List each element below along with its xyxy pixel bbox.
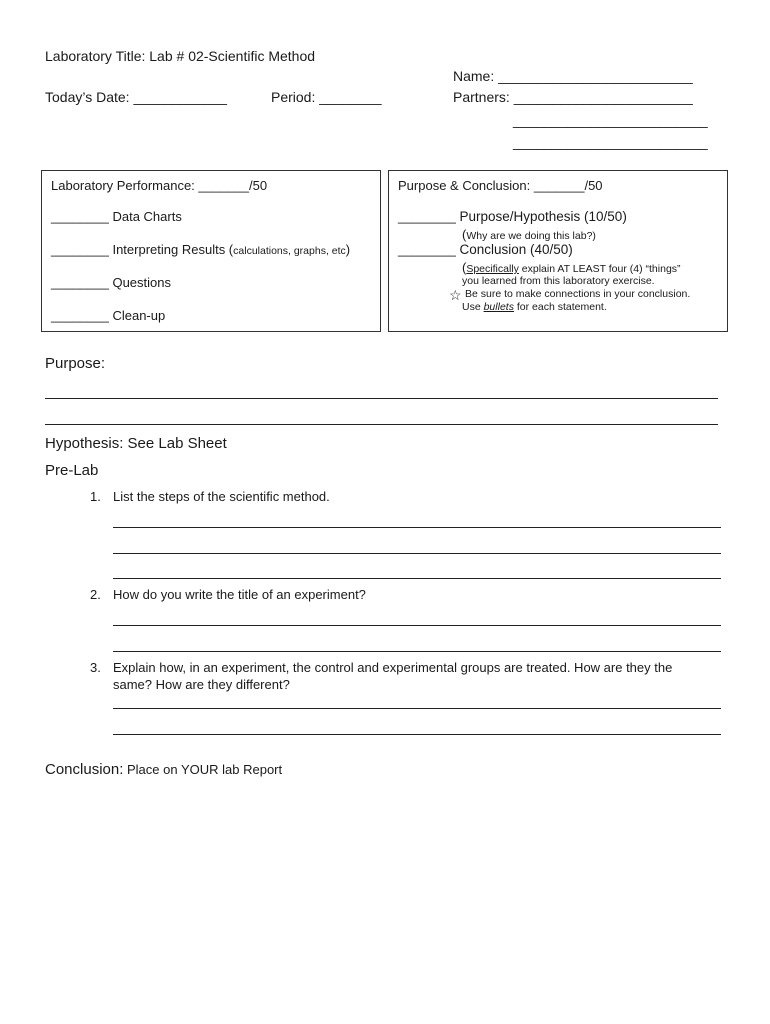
date-field[interactable]: Today’s Date: ____________ [45,89,227,105]
name-field[interactable]: Name: _________________________ [453,68,693,84]
answer-line[interactable] [113,578,721,579]
question-number: 3. [90,660,101,675]
score-label: Data Charts [112,209,182,224]
conclusion-note-4 [462,301,607,313]
purpose-answer-line[interactable] [45,424,718,425]
partner-line-3[interactable]: _________________________ [513,134,708,150]
answer-line[interactable] [113,734,721,735]
answer-line[interactable] [113,625,721,626]
score-blank[interactable]: ________ [398,209,456,224]
conclusion-note-3: Be sure to make connections in your conclusion. [465,288,691,300]
score-item-questions[interactable] [51,275,171,290]
score-blank[interactable]: ________ [51,242,109,257]
partners-field[interactable]: Partners: _______________________ [453,89,693,105]
score-item-conclusion[interactable] [398,242,573,257]
score-blank[interactable]: ________ [51,275,109,290]
note-bullets: bullets [483,301,514,313]
performance-title: Laboratory Performance: _______/50 [51,178,268,193]
score-label: Clean-up [112,308,166,323]
score-close: ) [345,242,351,257]
question-text-cont: same? How are they different? [113,677,290,692]
score-blank[interactable]: ________ [51,209,109,224]
question-number: 2. [90,587,101,602]
hypothesis-label: Hypothesis: See Lab Sheet [45,435,227,452]
prelab-label: Pre-Lab [45,462,99,479]
answer-line[interactable] [113,708,721,709]
star-icon: ☆ [449,287,462,303]
score-label: Questions [112,275,172,290]
purpose-answer-line[interactable] [45,398,718,399]
purpose-conclusion-title: Purpose & Conclusion: _______/50 [398,178,603,193]
question-text: How do you write the title of an experiment? [113,587,366,602]
conclusion-label: Conclusion: [45,761,124,778]
answer-line[interactable] [113,651,721,652]
conclusion-text: Place on YOUR lab Report [123,762,283,777]
score-item-clean-up[interactable] [51,308,165,323]
conclusion-line [45,761,282,779]
score-label: Interpreting Results ( [112,242,234,257]
score-item-interpreting-results[interactable] [51,242,350,257]
score-blank[interactable]: ________ [51,308,109,323]
partner-line-2[interactable]: _________________________ [513,112,708,128]
score-label: Conclusion (40/50) [459,242,573,257]
note-text: Use [462,301,484,313]
note-paren: ( [462,260,467,275]
question-text: Explain how, in an experiment, the control and experimental groups are treated. How are they the [113,660,673,675]
note-text: explain AT LEAST four (4) “things” [518,263,681,275]
period-field[interactable]: Period: ________ [271,89,382,105]
question-number: 1. [90,489,101,504]
answer-line[interactable] [113,527,721,528]
question-text: List the steps of the scientific method. [113,489,330,504]
score-label: Purpose/Hypothesis (10/50) [459,209,627,224]
conclusion-note-2: you learned from this laboratory exercise. [462,275,655,287]
score-item-data-charts[interactable] [51,209,182,224]
note-specifically: Specifically [466,263,519,275]
note-text: Why are we doing this lab?) [466,230,596,242]
purpose-conclusion-box [388,170,728,332]
score-item-hypothesis[interactable] [398,209,627,224]
score-note: calculations, graphs, etc [233,245,346,257]
lab-title: Laboratory Title: Lab # 02-Scientific Method [45,48,316,64]
score-blank[interactable]: ________ [398,242,456,257]
note-text: for each statement. [513,301,607,313]
purpose-label: Purpose: [45,355,106,372]
note-paren: ( [462,227,467,242]
performance-box [41,170,381,332]
answer-line[interactable] [113,553,721,554]
